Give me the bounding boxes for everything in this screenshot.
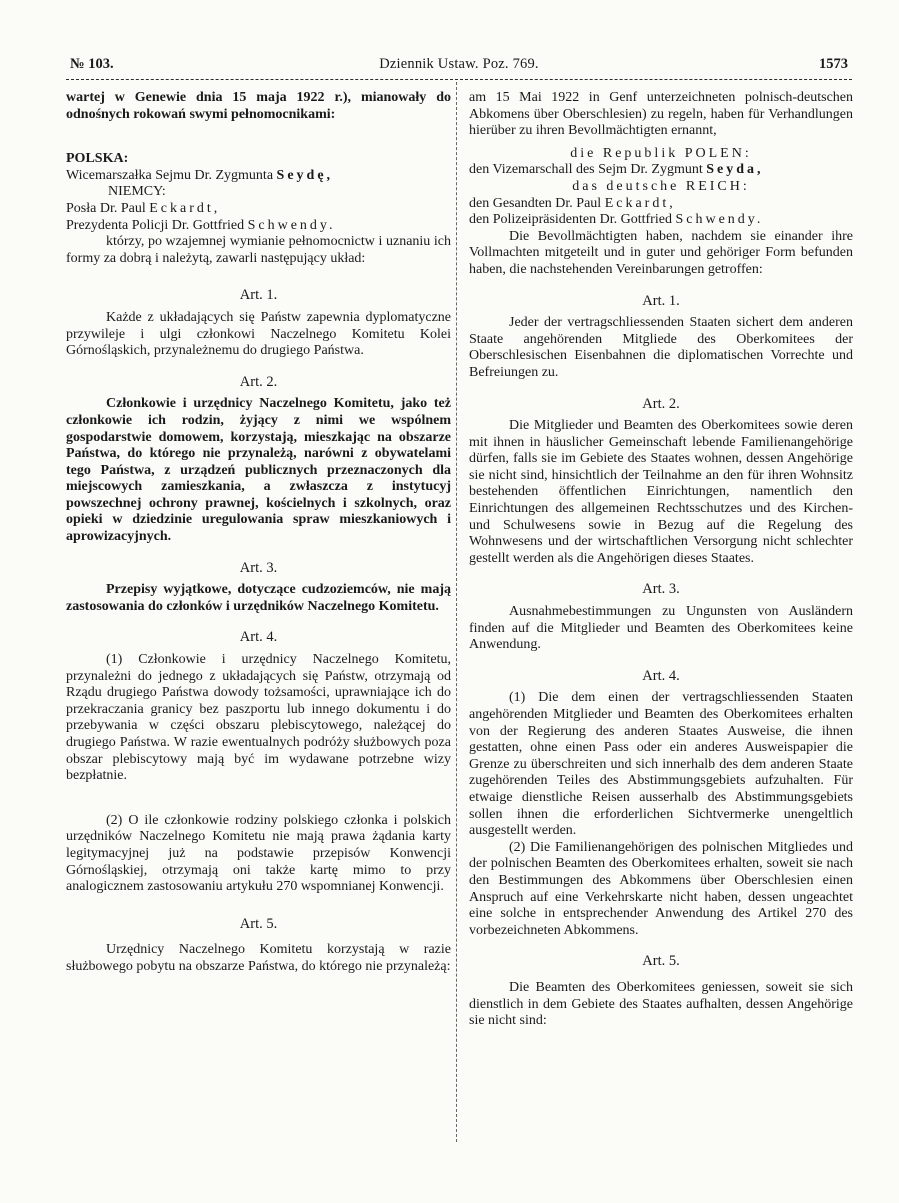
delegate-schwendy bbox=[66, 218, 451, 235]
delegate-schwendy bbox=[469, 212, 853, 229]
article-2-text: Członkowie i urzędnicy Naczelnego Komitetu, jako też członkowie ich rodzin, żyjący z nimi we wspólnem gospodarstwie domowem, korzystają, mieszkając na obszarze Państwa, do którego nie przynależą, narówni z obywatelami tego Państwa, z urządzeń publicznych przeznaczonych dla miejscowych zamieszkania, a zwłaszcza z instytucyj powszechnej ochrony prawnej, kościelnych i szkolnych, oraz opieki w dziedzinie uregulowania spraw mieszkaniowych i aprowizacyjnych. bbox=[66, 396, 451, 545]
polish-column bbox=[66, 90, 451, 976]
german-column bbox=[469, 90, 853, 1030]
article-5-text: Urzędnicy Naczelnego Komitetu korzystają w razie służbowego pobytu na obszarze Państwa, do którego nie przynależą: bbox=[66, 942, 451, 974]
article-2-title: Art. 2. bbox=[239, 373, 278, 390]
delegate-title: den Vizemarschall des Sejm Dr. Zygmunt bbox=[469, 162, 703, 178]
delegate-title: den Gesandten Dr. Paul bbox=[469, 195, 602, 211]
delegate-eckardt bbox=[66, 201, 451, 218]
intro-paragraph: am 15 Mai 1922 in Genf unterzeichneten polnisch-deutschen Abkomens über Oberschlesien) zu regeln, haben für Verhandlungen hierüber zu ihren Bevollmächtigten ernannt, bbox=[469, 90, 853, 139]
delegate-title: Posła Dr. Paul bbox=[66, 200, 146, 216]
delegate-surname: Eckardt, bbox=[149, 200, 221, 216]
delegate-surname: Eckardt, bbox=[604, 195, 676, 211]
article-1-title: Art. 1. bbox=[642, 292, 680, 309]
article-3-text: Przepisy wyjątkowe, dotyczące cudzoziemców, nie mają zastosowania do członków i urzędników Naczelnego Komitetu. bbox=[66, 582, 451, 614]
article-3-title: Art. 3. bbox=[642, 581, 680, 598]
delegate-title: den Polizeipräsidenten Dr. Gottfried bbox=[469, 212, 672, 228]
delegate-seyda bbox=[469, 162, 853, 179]
article-4-para-2: (2) Die Familienangehörigen des polnischen Mitgliedes und der polnischen Beamten des Oberkomitees erhalten, soweit sie nach den Bestimmungen des Abkommens über Oberschlesien einen Anspruch auf eine Verkehrskarte nicht haben, dessen ungeachtet eine solche in entsprechender Anwendung des Artikel 270 des vorbezeichneten Abkommens. bbox=[469, 839, 853, 938]
article-4-title: Art. 4. bbox=[239, 629, 278, 646]
preamble-paragraph: Die Bevollmächtigten haben, nachdem sie einander ihre Vollmachten mitgeteilt und in guter und gehöriger Form befunden haben, die nachstehenden Vereinbarungen getroffen: bbox=[469, 228, 853, 277]
delegate-eckardt bbox=[469, 196, 853, 213]
delegate-surname: Seyda, bbox=[706, 162, 764, 178]
delegate-title: Wicemarszałka Sejmu Dr. Zygmunta bbox=[66, 167, 274, 183]
delegate-title: Prezydenta Policji Dr. Gottfried bbox=[66, 217, 245, 233]
article-4-para-1: (1) Członkowie i urzędnicy Naczelnego Komitetu, przynależni do jednego z układających się Państw, otrzymają od Rządu drugiego Państwa dowody tożsamości, uprawniające ich do przekraczania granicy bez paszportu lub innego dokumentu i do przebywania w części obszaru plebiscytowego, należącej do drugiego Państwa. W razie ewentualnych podróży służbowych poza obszar plebiscytowy mają być im wydawane potrzebne wizy bezpłatnie. bbox=[66, 652, 451, 784]
article-4-title: Art. 4. bbox=[642, 667, 680, 684]
delegate-surname: Schwendy. bbox=[675, 212, 764, 228]
article-5-title: Art. 5. bbox=[239, 915, 278, 932]
page-number: 1573 bbox=[819, 56, 848, 72]
article-1-text: Jeder der vertragschliessenden Staaten sichert dem anderen Staate angehörenden Mitgliede des Oberkomitees der Oberschlesischen Eisenbahnen die diplomatischen Vorrechte und Befreiungen zu. bbox=[469, 315, 853, 380]
delegate-surname: Seydę, bbox=[276, 167, 334, 183]
journal-title: Dziennik Ustaw. Poz. 769. bbox=[379, 56, 539, 72]
party-polska: POLSKA: bbox=[66, 151, 129, 167]
article-5-title: Art. 5. bbox=[642, 953, 680, 970]
delegate-seyda bbox=[66, 168, 451, 185]
article-4-para-2: (2) O ile członkowie rodziny polskiego członka i polskich urzędników Naczelnego Komitetu nie mają prawa żądania karty legitymacyjnej już na podstawie przepisów Konwencji Górnośląskiej, otrzymają oni także kartę mimo to przy analogicznem zastosowaniu artykułu 270 wspomnianej Konwencji. bbox=[66, 812, 451, 895]
article-2-text: Die Mitglieder und Beamten des Oberkomitees sowie deren mit ihnen in häuslicher Gemeinschaft lebende Familienangehörige dürfen, falls sie im Gebiete des Staates wohnen, dessen Angehörige sie nicht sind, hinsichtlich der Teilnahme an den für ihren Wohnsitz bestehenden öffentlichen Einrichtungen, namentlich den Einrichtungen des allgemeinen Rechtsschutzes und des Kirchen- und Schulwesens sowie in Bezug auf die Regelung des Wohnwesens und der wirtschaftlichen Versorgung nicht schlechter gestellt werden als die Angehörigen dieses Staates. bbox=[469, 418, 853, 566]
article-4-para-1: (1) Die dem einen der vertragschliessenden Staaten angehörenden Mitglieder und Beamten des Oberkomitees erhalten von der Regierung des anderen Staates Ausweise, die ihnen gestatten, ohne einen Pass oder ein anderes Ausweispapier die Grenze zu überschreiten und sich innerhalb des dem anderen Staate zugehörenden Teiles des Abstimmungsgebiets aufzuhalten. Für etwaige dienstliche Reisen ausserhalb des Abstimmungsgebiets sollen ihnen die erforderlichen Sichtvermerke unengeltlich ausgestellt werden. bbox=[469, 690, 853, 839]
header-rule bbox=[66, 79, 852, 80]
party-polen: die Republik POLEN: bbox=[570, 145, 752, 161]
intro-paragraph: wartej w Genewie dnia 15 maja 1922 r.), mianowały do odnośnych rokowań swymi pełnomocnikami: bbox=[66, 90, 451, 122]
article-1-title: Art. 1. bbox=[239, 287, 278, 304]
preamble-paragraph: którzy, po wzajemnej wymianie pełnomocnictw i uznaniu ich formy za dobrą i należytą, zawarli następujący układ: bbox=[66, 234, 451, 266]
delegate-surname: Schwendy. bbox=[247, 217, 336, 233]
article-5-text: Die Beamten des Oberkomitees geniessen, soweit sie sich dienstlich in dem Gebiete des Staates aufhalten, dessen Angehörige sie nicht sind: bbox=[469, 979, 853, 1029]
article-3-title: Art. 3. bbox=[239, 559, 278, 576]
party-reich: das deutsche REICH: bbox=[572, 178, 750, 194]
article-1-text: Każde z układających się Państw zapewnia dyplomatyczne przywileje i ulgi członkowi Naczelnego Komitetu Kolei Górnośląskich, przynależnemu do drugiego Państwa. bbox=[66, 309, 451, 359]
article-2-title: Art. 2. bbox=[642, 395, 680, 412]
page-header bbox=[70, 56, 848, 78]
column-divider bbox=[456, 82, 457, 1142]
party-niemcy: NIEMCY: bbox=[108, 184, 166, 200]
article-3-text: Ausnahmebestimmungen zu Ungunsten von Ausländern finden auf die Mitglieder und Beamten des Oberkomitees keine Anwendung. bbox=[469, 604, 853, 653]
issue-number: № 103. bbox=[70, 56, 114, 72]
